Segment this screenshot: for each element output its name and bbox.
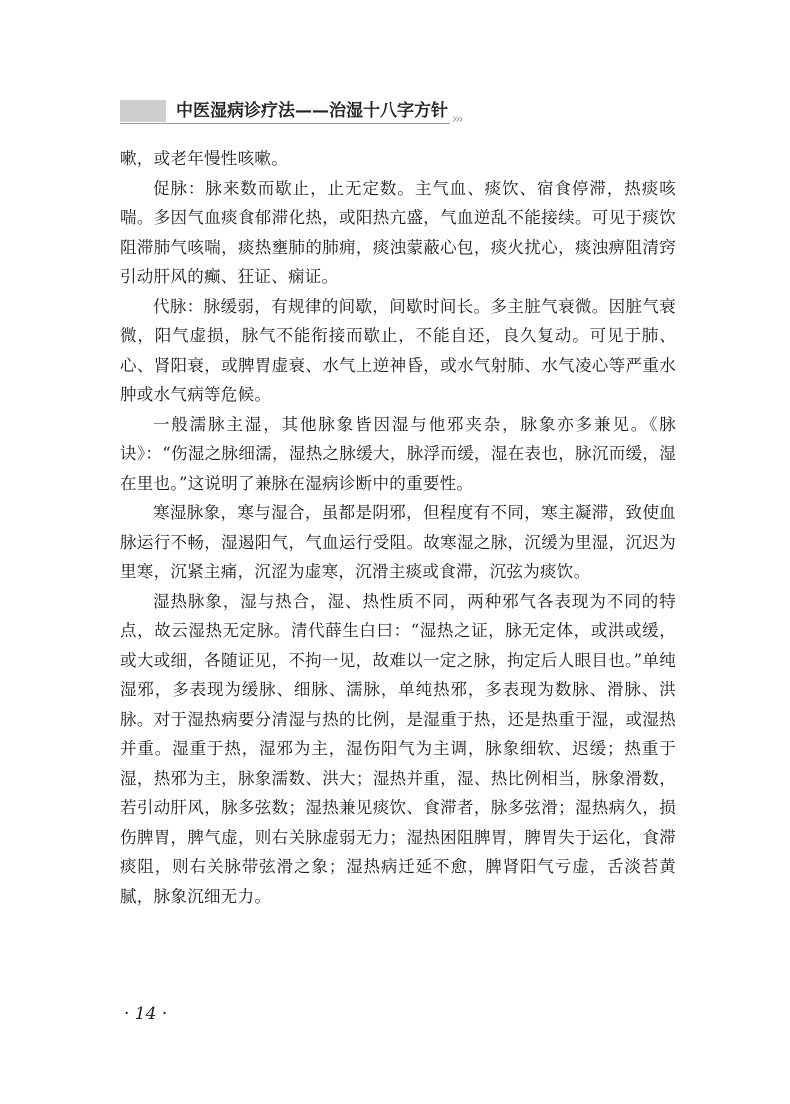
paragraph-cu-mai: 促脉：脉来数而歇止，止无定数。主气血、痰饮、宿食停滞，热痰咳喘。多因气血痰食郁滞化热，或阳热亢盛，气血逆乱不能接续。可见于痰饮阻滞肺气咳喘，痰热壅肺的肺痈，痰浊蒙蔽心包，痰火扰心，痰浊痹阻清窍引动肝风的癫、狂证、痫证。 bbox=[120, 178, 676, 286]
chevron-right-icon: ››› bbox=[452, 112, 462, 127]
book-title: 中医湿病诊疗法——治湿十八字方针 bbox=[176, 101, 448, 121]
paragraph-ru-mai: 一般濡脉主湿，其他脉象皆因湿与他邪夹杂，脉象亦多兼见。《脉诀》：“伤湿之脉细濡，湿热之脉缓大，脉浮而缓，湿在表也，脉沉而缓，湿在里也。”这说明了兼脉在湿病诊断中的重要性。 bbox=[120, 414, 676, 493]
header-decor-block bbox=[120, 100, 166, 122]
page-number: · 14 · bbox=[124, 1004, 168, 1024]
paragraph-dai-mai: 代脉：脉缓弱，有规律的间歇，间歇时间长。多主脏气衰微。因脏气衰微，阳气虚损，脉气不能衔接而歇止，不能自还，良久复动。可见于肺、心、肾阳衰，或脾胃虚衰、水气上逆神昏，或水气射肺、水气凌心等严重水肿或水气病等危候。 bbox=[120, 296, 676, 404]
header-rule bbox=[120, 123, 450, 124]
running-header bbox=[120, 100, 480, 130]
paragraph-shire: 湿热脉象，湿与热合，湿、热性质不同，两种邪气各表现为不同的特点，故云湿热无定脉。清代薛生白曰：“湿热之证，脉无定体，或洪或缓，或大或细，各随证见，不拘一见，故难以一定之脉，拘定后人眼目也。”单纯湿邪，多表现为缓脉、细脉、濡脉，单纯热邪，多表现为数脉、滑脉、洪脉。对于湿热病要分清湿与热的比例，是湿重于热，还是热重于湿，或湿热并重。湿重于热，湿邪为主，湿伤阳气为主调，脉象细软、迟缓；热重于湿，热邪为主，脉象濡数、洪大；湿热并重，湿、热比例相当，脉象滑数，若引动肝风，脉多弦数；湿热兼见痰饮、食滞者，脉多弦滑；湿热病久，损伤脾胃，脾气虚，则右关脉虚弱无力；湿热困阻脾胃，脾胃失于运化，食滞痰阻，则右关脉带弦滑之象；湿热病迁延不愈，脾肾阳气亏虚，舌淡苔黄腻，脉象沉细无力。 bbox=[120, 591, 676, 906]
body-text bbox=[120, 144, 676, 911]
paragraph-hanshi: 寒湿脉象，寒与湿合，虽都是阴邪，但程度有不同，寒主凝滞，致使血脉运行不畅，湿遏阳气，气血运行受阻。故寒湿之脉，沉缓为里湿，沉迟为里寒，沉紧主痛，沉涩为虚寒，沉滑主痰或食滞，沉弦为痰饮。 bbox=[120, 503, 676, 581]
paragraph-continued: 嗽，或老年慢性咳嗽。 bbox=[120, 149, 288, 168]
